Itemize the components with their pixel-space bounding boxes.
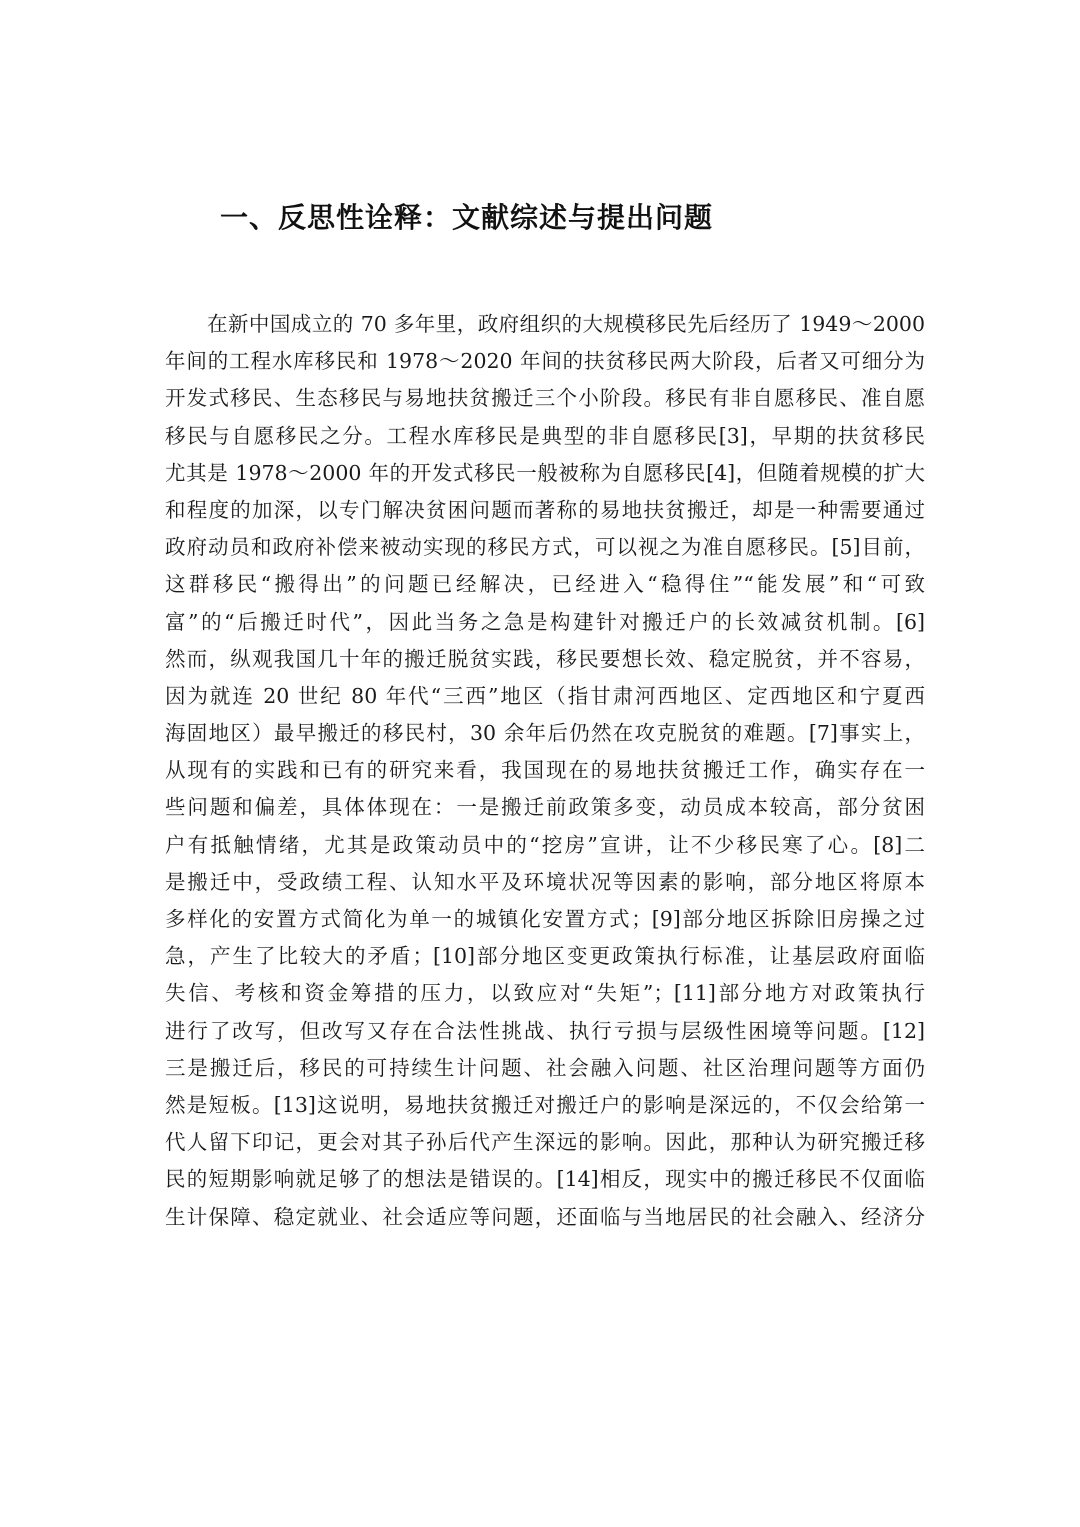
text-line: 海固地区）最早搬迁的移民村，30 余年后仍然在攻克脱贫的难题。[7]事实上， — [165, 721, 925, 746]
text-line: 年间的工程水库移民和 1978～2020 年间的扶贫移民两大阶段，后者又可细分为 — [165, 349, 925, 374]
text-line: 是搬迁中，受政绩工程、认知水平及环境状况等因素的影响，部分地区将原本 — [165, 869, 925, 894]
text-line: 因为就连 20 世纪 80 年代“三西”地区（指甘肃河西地区、定西地区和宁夏西 — [165, 683, 925, 708]
text-line: 然而，纵观我国几十年的搬迁脱贫实践，移民要想长效、稳定脱贫，并不容易， — [165, 646, 925, 671]
text-line: 在新中国成立的 70 多年里，政府组织的大规模移民先后经历了 1949～2000 — [207, 312, 925, 336]
text-line: 民的短期影响就足够了的想法是错误的。[14]相反，现实中的搬迁移民不仅面临 — [165, 1167, 925, 1192]
text-line: 代人留下印记，更会对其子孙后代产生深远的影响。因此，那种认为研究搬迁移 — [165, 1130, 925, 1155]
text-line: 三是搬迁后，移民的可持续生计问题、社会融入问题、社区治理问题等方面仍 — [165, 1055, 925, 1080]
text-line: 失信、考核和资金筹措的压力，以致应对“失矩”；[11]部分地方对政策执行 — [165, 981, 925, 1006]
section-heading: 一、反思性诠释：文献综述与提出问题 — [220, 201, 714, 234]
text-line: 多样化的安置方式简化为单一的城镇化安置方式；[9]部分地区拆除旧房操之过 — [165, 907, 925, 931]
body-paragraph — [165, 306, 925, 1236]
text-line: 移民与自愿移民之分。工程水库移民是典型的非自愿移民[3]，早期的扶贫移民 — [165, 423, 925, 448]
text-line: 然是短板。[13]这说明，易地扶贫搬迁对搬迁户的影响是深远的，不仅会给第一 — [165, 1092, 925, 1117]
text-line: 政府动员和政府补偿来被动实现的移民方式，可以视之为准自愿移民。[5]目前， — [165, 535, 925, 560]
text-line: 进行了改写，但改写又存在合法性挑战、执行亏损与层级性困境等问题。[12] — [165, 1018, 925, 1043]
text-line: 急，产生了比较大的矛盾；[10]部分地区变更政策执行标准，让基层政府面临 — [165, 944, 925, 969]
text-line: 这群移民“搬得出”的问题已经解决，已经进入“稳得住”“能发展”和“可致 — [165, 572, 925, 597]
text-line: 和程度的加深，以专门解决贫困问题而著称的易地扶贫搬迁，却是一种需要通过 — [165, 497, 925, 522]
text-line: 生计保障、稳定就业、社会适应等问题，还面临与当地居民的社会融入、经济分 — [165, 1204, 925, 1229]
text-line: 尤其是 1978～2000 年的开发式移民一般被称为自愿移民[4]，但随着规模的扩大 — [165, 460, 925, 485]
text-line: 户有抵触情绪，尤其是政策动员中的“挖房”宣讲，让不少移民寒了心。[8]二 — [165, 832, 925, 857]
text-line: 开发式移民、生态移民与易地扶贫搬迁三个小阶段。移民有非自愿移民、准自愿 — [165, 386, 925, 411]
text-line: 富”的“后搬迁时代”，因此当务之急是构建针对搬迁户的长效减贫机制。[6] — [165, 609, 925, 634]
text-line: 些问题和偏差，具体体现在：一是搬迁前政策多变，动员成本较高，部分贫困 — [165, 795, 925, 820]
text-line: 从现有的实践和已有的研究来看，我国现在的易地扶贫搬迁工作，确实存在一 — [165, 758, 925, 783]
